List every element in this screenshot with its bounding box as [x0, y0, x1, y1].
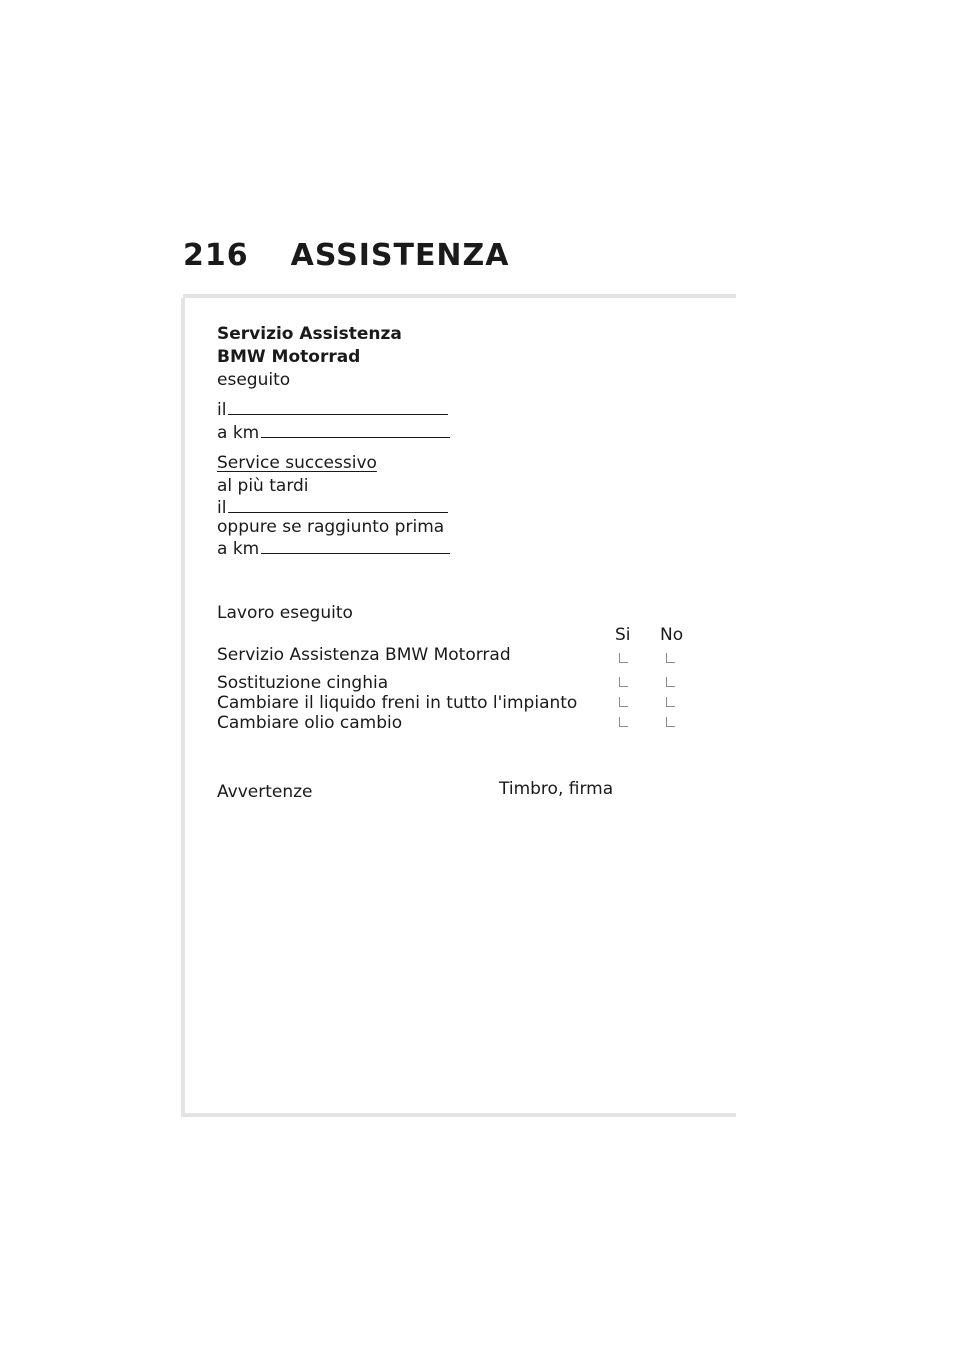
service-title-line2: BMW Motorrad [217, 347, 361, 367]
next-km-label: a km [217, 539, 260, 559]
work-title: Lavoro eseguito [217, 603, 353, 623]
page-number: 216 [183, 238, 249, 273]
date-label: il [217, 400, 227, 420]
performed-label: eseguito [217, 370, 291, 390]
checkbox-yes[interactable] [619, 677, 628, 687]
next-km-row [217, 539, 450, 559]
left-margin-line [181, 298, 185, 1117]
date-row [217, 400, 448, 420]
section-title: ASSISTENZA [290, 238, 510, 273]
checkbox-no[interactable] [666, 697, 675, 707]
next-service-label: Service successivo [217, 453, 377, 473]
next-date-row [217, 498, 448, 518]
or-if-reached-label: oppure se raggiunto prima [217, 517, 445, 537]
work-item: Servizio Assistenza BMW Motorrad [217, 645, 511, 665]
next-date-label: il [217, 498, 227, 518]
stamp-label: Timbro, firma [499, 779, 614, 799]
col-no-header: No [660, 625, 684, 645]
km-row [217, 423, 450, 443]
top-divider [183, 294, 736, 298]
checkbox-no[interactable] [666, 717, 675, 727]
km-fill-line[interactable] [261, 423, 450, 438]
work-item: Cambiare olio cambio [217, 713, 403, 733]
checkbox-no[interactable] [666, 653, 675, 663]
checkbox-no[interactable] [666, 677, 675, 687]
checkbox-yes[interactable] [619, 697, 628, 707]
date-fill-line[interactable] [228, 400, 448, 415]
km-label: a km [217, 423, 260, 443]
next-km-fill-line[interactable] [261, 539, 450, 554]
next-date-fill-line[interactable] [228, 498, 448, 513]
at-latest-label: al più tardi [217, 476, 309, 496]
work-item: Sostituzione cinghia [217, 673, 389, 693]
work-item: Cambiare il liquido freni in tutto l'impianto [217, 693, 578, 713]
notes-label: Avvertenze [217, 782, 313, 802]
checkbox-yes[interactable] [619, 653, 628, 663]
col-yes-header: Si [615, 625, 631, 645]
checkbox-yes[interactable] [619, 717, 628, 727]
bottom-divider [183, 1113, 736, 1117]
page-header [183, 238, 510, 273]
service-title-line1: Servizio Assistenza [217, 324, 402, 344]
